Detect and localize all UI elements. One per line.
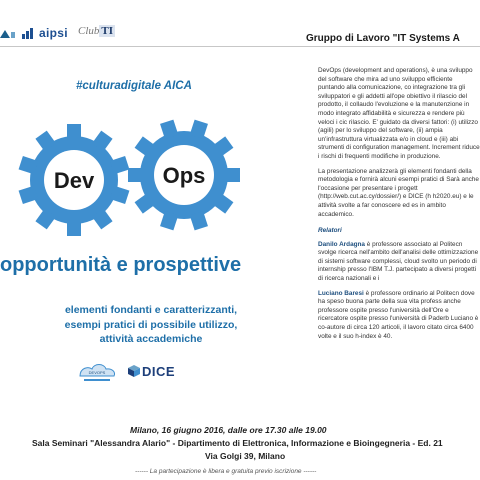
dice-cube-icon	[128, 365, 140, 377]
presentation-paragraph: La presentazione analizzerà gli elementi fondanti della metodologia e fornirà alcuni esempi pratici di Sarà anche l'occasione per presentare i progett (http://web.cut.ac.cy/dossier/) e DICE (h h2020.eu) e le attività svolte a far conoscere ed es in ambito accademico.	[318, 167, 479, 218]
clubti-suffix: TI	[101, 25, 114, 37]
header-divider	[0, 46, 480, 47]
clubti-prefix: Club	[78, 25, 100, 37]
dice-logo-text: DICE	[142, 363, 176, 379]
gear-right-text: Ops	[162, 163, 206, 188]
project-logos	[76, 358, 175, 384]
participation-notice: ------ La partecipazione è libera e gratuita previo iscrizione ------	[135, 468, 317, 475]
subtitle-line: attività accademiche	[99, 333, 203, 345]
devops-gears-graphic	[14, 118, 274, 243]
speakers-heading: Relatori	[318, 227, 342, 235]
event-subtitle	[40, 303, 262, 347]
devops-logo-text: DEVOPS	[88, 370, 106, 375]
ops-gear-icon	[128, 120, 240, 231]
speaker-bio	[318, 290, 480, 342]
aipsi-bars-icon	[22, 28, 36, 39]
subtitle-line: elementi fondanti e caratterizzanti,	[64, 304, 238, 316]
event-datetime: Milano, 16 giugno 2016, dalle ore 17.30 alle 19.00	[130, 425, 327, 435]
aipsi-logo	[22, 26, 68, 40]
event-venue: Sala Seminari "Alessandra Alario" - Dipartimento di Elettronica, Informazione e Bioingegneria - Ed. 21	[32, 438, 443, 448]
speaker-description: è professore ordinario al Politecn dove ha speso buona parte della sua vita profess anche professore ospite presso l'università dell'Ore e ricercatore ospite presso l'università di Paderb Luciano è co-autore di circa 120 articoli, il lavoro citato circa 6400 volte e il suo h-index è 40.	[318, 289, 479, 340]
subtitle-line: esempi pratici di possibile utilizzo,	[64, 318, 238, 331]
aipsi-logo-text: aipsi	[39, 26, 68, 40]
intro-paragraph: DevOps (development and operations), è una sviluppo del software che mira ad uno sviluppo efficiente puntando alla comunicazione, co integrazione tra gli sviluppatori e gli addetti all'ope obiettivo il rilascio del prodotto, il collaudo l'evoluzione e la manutenzione in modo integrato affidabilità e sicurezza e rendere più veloci i cic rilascio. E' guidato da diversi fattori: (i) utilizzo (agili) per lo sviluppo del software, (ii) ampia un'infrastruttura virtualizzata e/o in cloud e (iii) abi strumenti di configuration management. Increment riduce i rischi di frequenti modifiche in produzione.	[318, 67, 480, 160]
event-address: Via Golgi 39, Milano	[205, 451, 286, 461]
devops-project-logo	[76, 358, 118, 384]
dev-gear-icon	[19, 124, 130, 236]
speaker-name: Luciano Baresi	[318, 289, 364, 297]
description-column	[318, 67, 480, 347]
speaker-description: è professore associato al Politecn svolge ricerca nell'ambito dell'analisi delle ottimizzazione di sistemi software complessi, cloud svolto un periodo di internship presso l'IBM T.J. partecipato a diversi progetti di ricerca nazionali e i	[318, 240, 479, 283]
speaker-bio	[318, 241, 480, 284]
gear-left-text: Dev	[53, 168, 95, 193]
dice-logo	[128, 364, 175, 379]
aica-logo-mark-icon	[0, 30, 16, 38]
event-title: opportunità e prospettive	[0, 254, 242, 276]
aica-logo	[0, 30, 16, 40]
hashtag: #culturadigitale AICA	[76, 80, 192, 92]
working-group-title: Gruppo di Lavoro "IT Systems A	[306, 33, 460, 44]
clubti-logo	[78, 25, 115, 37]
speaker-name: Danilo Ardagna	[318, 240, 365, 248]
